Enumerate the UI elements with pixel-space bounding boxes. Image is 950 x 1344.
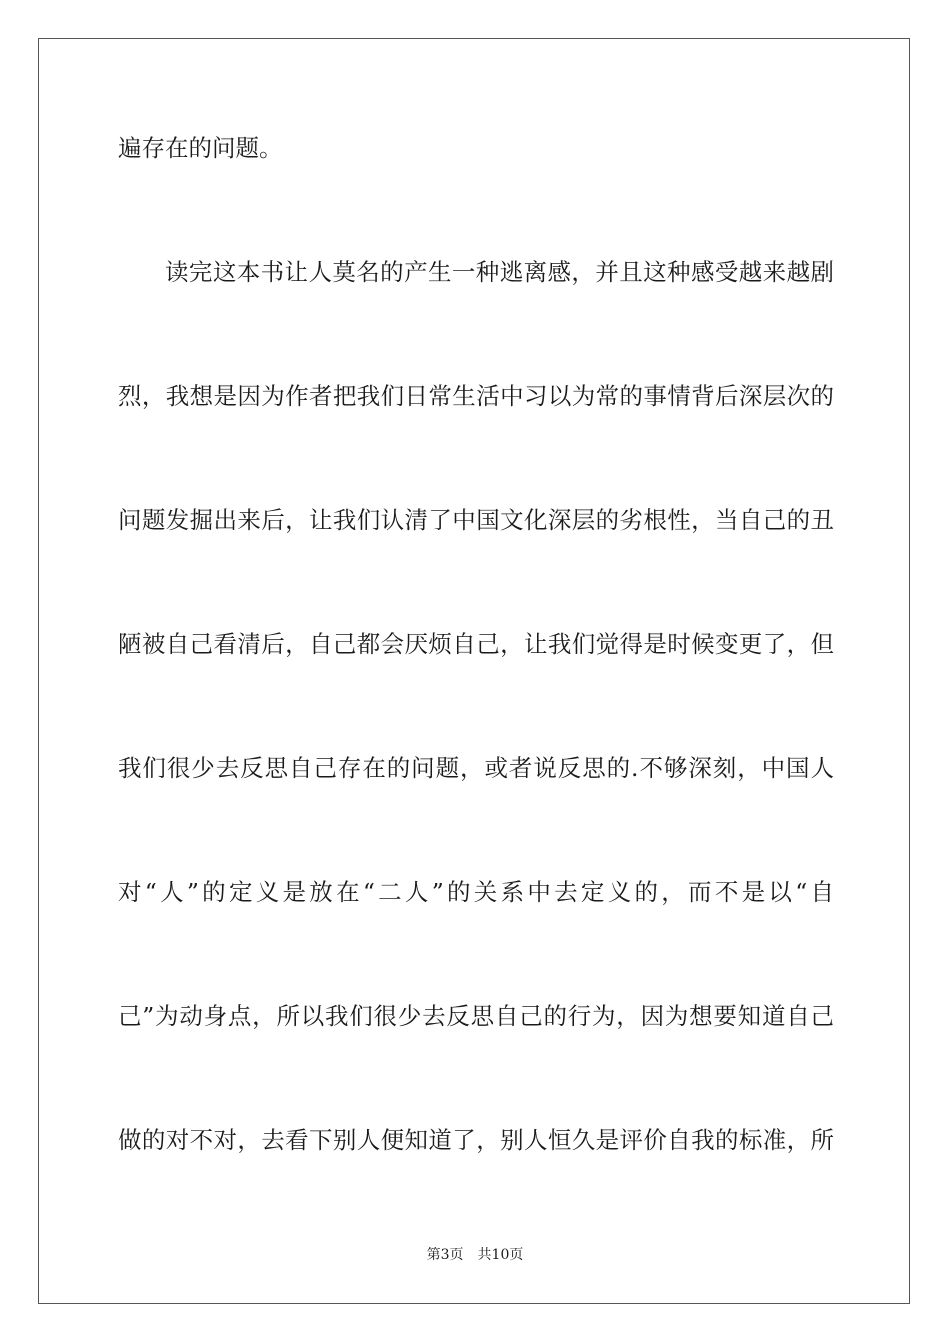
text-line: 己”为动身点，所以我们很少去反思自己的行为，因为想要知道自己 bbox=[118, 1002, 834, 1030]
text-line: 问题发掘出来后，让我们认清了中国文化深层的劣根性，当自己的丑 bbox=[118, 506, 834, 534]
page-total: 共10页 bbox=[477, 1247, 524, 1263]
page-border bbox=[38, 38, 910, 1304]
text-line: 遍存在的问题。 bbox=[118, 134, 283, 162]
text-line: 做的对不对，去看下别人便知道了，别人恒久是评价自我的标准，所 bbox=[118, 1126, 834, 1154]
text-line: 烈，我想是因为作者把我们日常生活中习以为常的事情背后深层次的 bbox=[118, 382, 834, 410]
paragraph-first-line: 读完这本书让人莫名的产生一种逃离感，并且这种感受越来越剧 bbox=[165, 258, 834, 286]
text-line: 陋被自己看清后，自己都会厌烦自己，让我们觉得是时候变更了，但 bbox=[118, 630, 834, 658]
page-footer bbox=[0, 1246, 950, 1264]
page-number: 第3页 bbox=[426, 1247, 464, 1263]
text-line: 对“人”的定义是放在“二人”的关系中去定义的，而不是以“自 bbox=[118, 878, 834, 906]
text-line: 我们很少去反思自己存在的问题，或者说反思的.不够深刻，中国人 bbox=[118, 754, 834, 782]
